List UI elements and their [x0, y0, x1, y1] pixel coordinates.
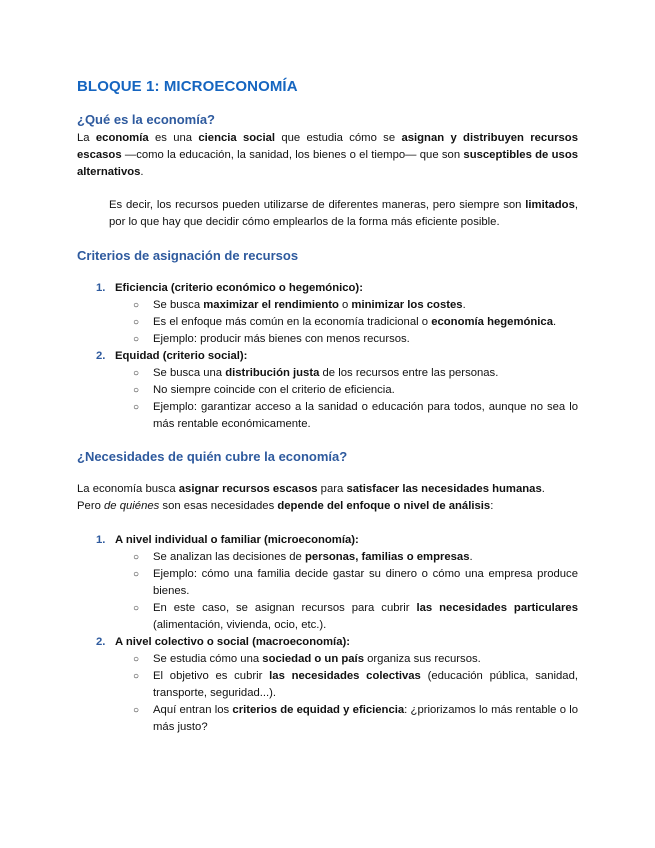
bold-text: depende del enfoque o nivel de análisis [277, 500, 491, 512]
text-run: . [140, 166, 144, 178]
text-run: : ¿priorizamos lo más rentable o lo más justo? [153, 704, 578, 733]
bullet-item [115, 314, 578, 331]
text-run: Aquí entran los [153, 704, 233, 716]
necesidades-list [77, 532, 578, 736]
bold-text: personas, familias o empresas [304, 551, 470, 563]
bold-text: economía hegemónica [431, 316, 553, 328]
text-run: . [469, 551, 473, 563]
bullet-circle-icon: ○ [133, 603, 140, 614]
necesidades-paragraph-1 [77, 481, 578, 498]
bold-text: minimizar los costes [351, 299, 463, 311]
bullet-item [115, 600, 578, 634]
text-run: organiza sus recursos. [363, 653, 481, 665]
text-run: Es el enfoque más común en la economía tradicional o [153, 316, 432, 328]
text-run: (alimentación, vivienda, ocio, etc.). [153, 619, 327, 631]
numbered-item [77, 280, 578, 348]
text-run: La [77, 132, 96, 144]
text-run: El objetivo es cubrir [153, 670, 270, 682]
text-run: que estudia cómo se [275, 132, 402, 144]
bold-text: sociedad o un país [262, 653, 364, 665]
bold-text: las necesidades particulares [416, 602, 578, 614]
item-number: 2. [96, 636, 106, 648]
spacer [77, 515, 578, 532]
item-number: 2. [96, 350, 106, 362]
text-run: Se estudia cómo una [153, 653, 263, 665]
bold-text: satisfacer las necesidades humanas [346, 483, 542, 495]
page-title: BLOQUE 1: MICROECONOMÍA [77, 78, 298, 95]
sub-bullet-list [115, 297, 578, 348]
text-run: Se busca una [153, 367, 226, 379]
item-number: 1. [96, 534, 106, 546]
italic-text: de quiénes [104, 500, 160, 512]
numbered-item [77, 532, 578, 634]
text-run: . [462, 299, 466, 311]
bold-text: limitados [525, 199, 575, 211]
text-run: Ejemplo: cómo una familia decide gastar su dinero o cómo una empresa produce bienes. [153, 568, 578, 597]
item-title: A nivel colectivo o social (macroeconomía): [115, 636, 351, 648]
item-title: A nivel individual o familiar (microeconomía): [115, 534, 359, 546]
sub-bullet-list [115, 365, 578, 433]
text-run: . [553, 316, 557, 328]
sub-bullet-list [115, 549, 578, 634]
bullet-item [115, 399, 578, 433]
bold-text: distribución justa [225, 367, 320, 379]
numbered-item [77, 634, 578, 736]
bold-text: economía [95, 132, 149, 144]
bullet-circle-icon: ○ [133, 317, 140, 328]
bullet-circle-icon: ○ [133, 552, 140, 563]
section-heading-necesidades: ¿Necesidades de quién cubre la economía? [77, 449, 348, 464]
section-heading-que-es: ¿Qué es la economía? [77, 112, 215, 127]
bullet-item [115, 331, 578, 348]
bullet-item [115, 566, 578, 600]
numbered-item [77, 348, 578, 433]
item-number: 1. [96, 282, 106, 294]
text-run: de los recursos entre las personas. [319, 367, 499, 379]
bullet-circle-icon: ○ [133, 671, 140, 682]
text-run: , por lo que hay que decidir cómo emplearlos de la forma más eficiente posible. [109, 199, 578, 228]
bold-text: maximizar el rendimiento [203, 299, 339, 311]
bullet-circle-icon: ○ [133, 654, 140, 665]
text-run: son esas necesidades [159, 500, 278, 512]
text-run: Se busca [153, 299, 204, 311]
text-run: Ejemplo: producir más bienes con menos recursos. [153, 333, 410, 345]
bold-text: ciencia social [198, 132, 276, 144]
necesidades-paragraph-2 [77, 498, 578, 515]
item-title: Eficiencia (criterio económico o hegemónico): [115, 282, 363, 294]
bullet-circle-icon: ○ [133, 334, 140, 345]
bold-text: asignar recursos escasos [178, 483, 318, 495]
sub-bullet-list [115, 651, 578, 736]
bullet-item [115, 549, 578, 566]
criterios-list [77, 280, 578, 433]
bullet-circle-icon: ○ [133, 385, 140, 396]
item-title: Equidad (criterio social): [115, 350, 248, 362]
bullet-item [115, 668, 578, 702]
bullet-circle-icon: ○ [133, 368, 140, 379]
bold-text: criterios de equidad y eficiencia [232, 704, 405, 716]
text-run: o [338, 299, 352, 311]
bold-text: asignan y distribuyen recursos escasos [77, 132, 578, 161]
bullet-circle-icon: ○ [133, 569, 140, 580]
text-run: Ejemplo: garantizar acceso a la sanidad o educación para todos, aunque no sea lo más rentable económicamente. [153, 401, 578, 430]
bold-text: las necesidades colectivas [269, 670, 421, 682]
bullet-item [115, 651, 578, 668]
bullet-item [115, 382, 578, 399]
text-run: es una [148, 132, 199, 144]
bullet-item [115, 702, 578, 736]
text-run: No siempre coincide con el criterio de eficiencia. [153, 384, 395, 396]
bullet-circle-icon: ○ [133, 300, 140, 311]
text-run: En este caso, se asignan recursos para cubrir [153, 602, 417, 614]
bullet-circle-icon: ○ [133, 705, 140, 716]
indented-quote [109, 197, 578, 231]
text-run: Es decir, los recursos pueden utilizarse de diferentes maneras, pero siempre son [109, 199, 526, 211]
text-run: : [490, 500, 494, 512]
bullet-item [115, 297, 578, 314]
text-run: Se analizan las decisiones de [153, 551, 305, 563]
section-heading-criterios: Criterios de asignación de recursos [77, 248, 299, 263]
text-run: La economía busca [77, 483, 179, 495]
text-run: —como la educación, la sanidad, los bienes o el tiempo— que son [121, 149, 464, 161]
text-run: . [541, 483, 545, 495]
bold-text: susceptibles de usos alternativos [77, 149, 579, 178]
text-run: (educación pública, sanidad, transporte, seguridad...). [153, 670, 578, 699]
bullet-circle-icon: ○ [133, 402, 140, 413]
bullet-item [115, 365, 578, 382]
text-run: Pero [77, 500, 105, 512]
text-run: para [317, 483, 347, 495]
definition-paragraph [77, 130, 578, 181]
